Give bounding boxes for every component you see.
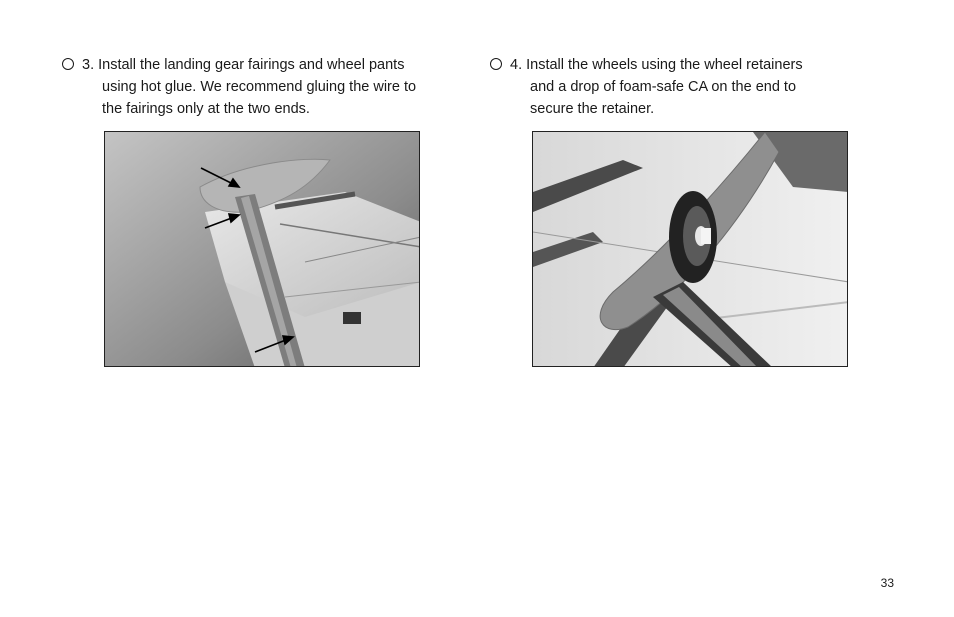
checkbox-circle-icon[interactable] <box>62 58 74 70</box>
step-3-line-2: using hot glue. We recommend gluing the wire to <box>102 79 417 95</box>
step-4-line-2: and a drop of foam-safe CA on the end to <box>530 79 797 95</box>
step-4-line-3: secure the retainer. <box>530 101 655 117</box>
step-3-line-3: the fairings only at the two ends. <box>102 101 310 117</box>
landing-gear-fairing-photo <box>104 131 420 367</box>
step-3-number: 3. <box>82 57 95 73</box>
wheel-install-illustration <box>533 132 848 367</box>
step-3-instruction <box>62 54 442 120</box>
step-4-number: 4. <box>510 57 523 73</box>
checkbox-circle-icon[interactable] <box>490 58 502 70</box>
wheel-install-photo <box>532 131 848 367</box>
landing-gear-fairing-illustration <box>105 132 420 367</box>
step-4-line-1: Install the wheels using the wheel retainers <box>526 57 803 73</box>
step-3-line-1: Install the landing gear fairings and wheel pants <box>98 57 405 73</box>
step-4-instruction <box>490 54 870 120</box>
page-number: 33 <box>880 576 894 590</box>
